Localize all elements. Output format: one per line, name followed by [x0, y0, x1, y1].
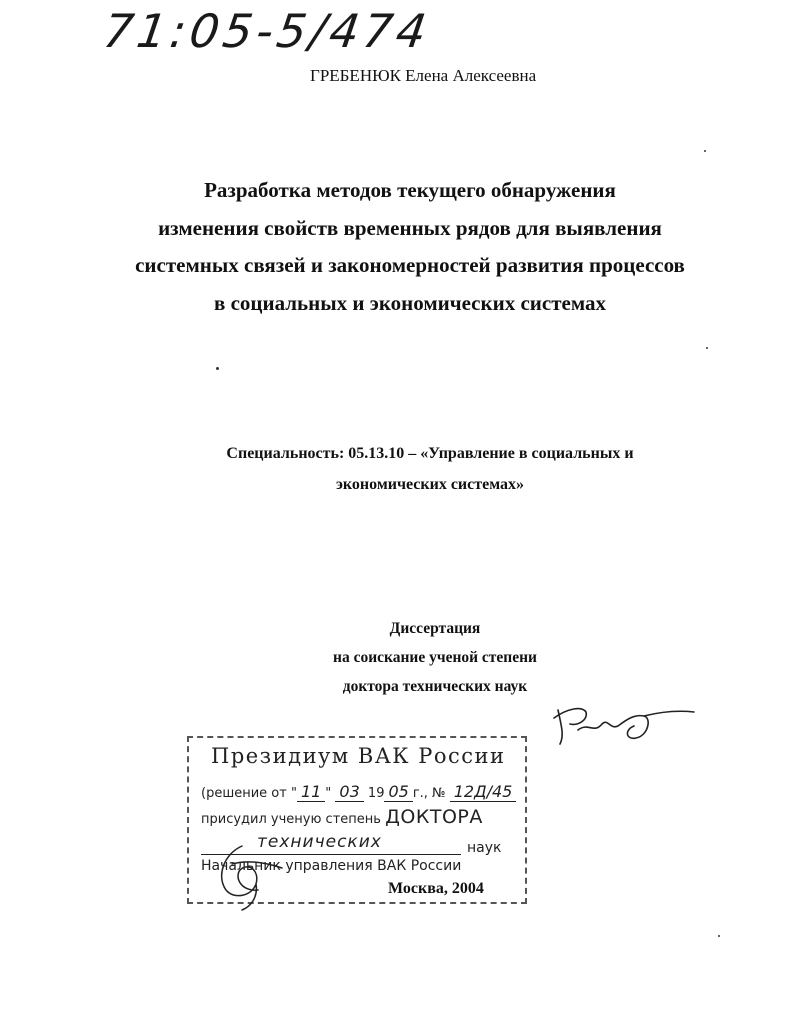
degree-line: доктора технических наук	[342, 678, 528, 695]
decision-mid: "	[325, 786, 332, 801]
degree-line: Диссертация	[389, 620, 481, 637]
decision-year-prefix: 19	[367, 786, 385, 801]
specialty-block	[150, 438, 710, 500]
scan-speck	[216, 367, 219, 370]
archive-number-handwritten: 71:05-5/474	[100, 4, 434, 58]
author-name: ГРЕБЕНЮК Елена Алексеевна	[310, 66, 537, 85]
decision-year: 05	[384, 782, 412, 802]
stamp-decision-line	[201, 782, 516, 801]
decision-month: 03	[335, 782, 363, 802]
awarded-degree: ДОКТОРА	[385, 806, 483, 828]
scan-speck	[718, 935, 720, 937]
title-line: Разработка методов текущего обнаружения	[204, 178, 616, 202]
awarded-prefix: присудил ученую степень	[201, 812, 386, 827]
title-line: в социальных и экономических системах	[213, 290, 606, 315]
stamp-title: Президиум ВАК России	[211, 744, 506, 768]
title-line: системных связей и закономерностей развития процессов	[135, 253, 685, 277]
stamp-signature-scribble	[212, 840, 302, 912]
specialty-line: экономических системах»	[336, 476, 524, 493]
decision-suffix: г., №	[412, 786, 446, 801]
handwritten-signature	[548, 700, 698, 750]
degree-block	[250, 614, 620, 701]
city-year: Москва, 2004	[388, 880, 484, 897]
dissertation-title	[100, 172, 720, 322]
scan-speck	[706, 347, 708, 349]
field-handwritten: технических	[257, 832, 382, 852]
scan-speck	[704, 150, 706, 152]
field-suffix: наук	[467, 840, 502, 856]
specialty-line: Специальность: 05.13.10 – «Управление в социальных и	[226, 445, 634, 462]
stamp-head-line: Начальник управления ВАК России	[201, 858, 462, 874]
decision-number: 12Д/45	[450, 782, 517, 802]
stamp-awarded-line	[201, 806, 483, 828]
decision-day: 11	[297, 782, 325, 802]
degree-line: на соискание ученой степени	[333, 649, 537, 666]
title-line: изменения свойств временных рядов для выявления	[158, 215, 662, 240]
decision-prefix: (решение от "	[201, 786, 297, 801]
